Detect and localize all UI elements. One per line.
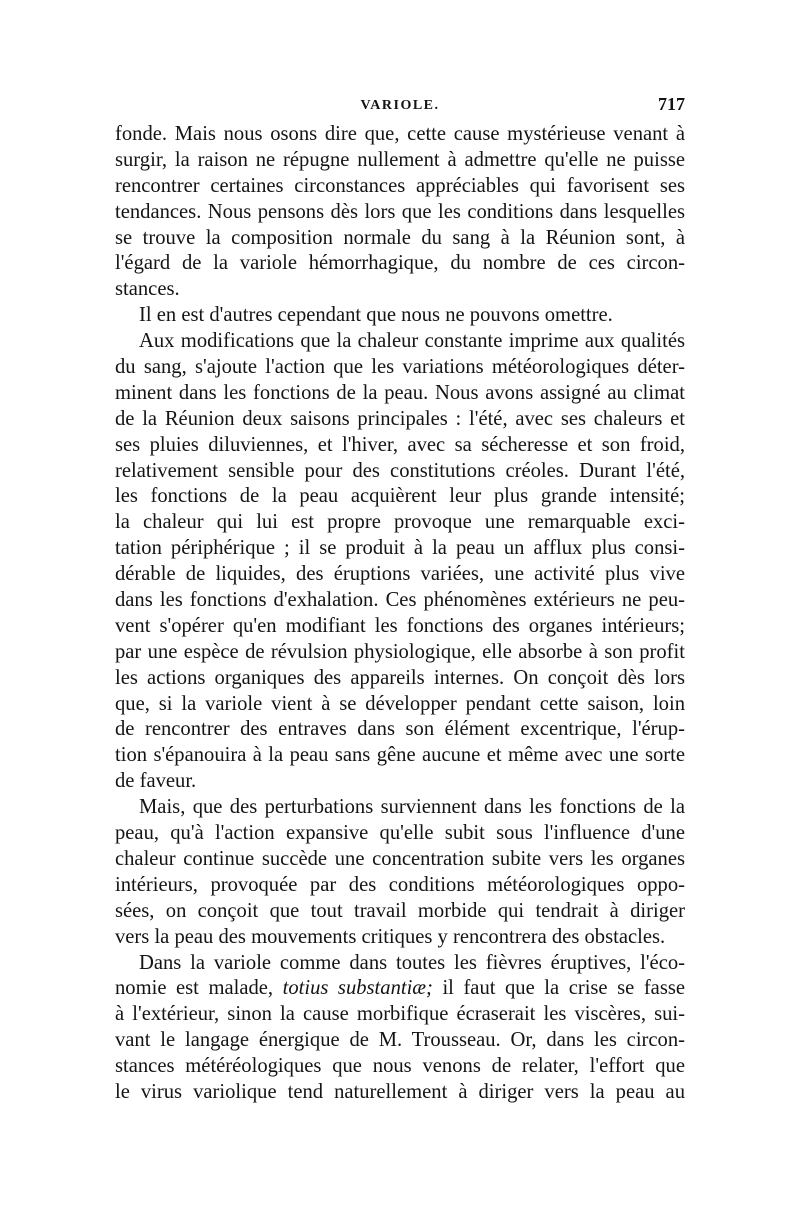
text-segment: il faut que la crise se fasse: [432, 977, 685, 1000]
text-line: vent s'opérer qu'en modifiant les fonctions des organes intérieurs;: [115, 614, 685, 637]
text-line: stances météréologiques que nous venons de relater, l'effort que: [115, 1055, 685, 1078]
text-line: de la Réunion deux saisons principales : l'été, avec ses chaleurs et: [115, 407, 685, 430]
text-line: vant le langage énergique de M. Trousseau. Or, dans les circon-: [115, 1029, 685, 1052]
text-line: du sang, s'ajoute l'action que les variations météorologiques déter-: [115, 356, 685, 379]
text-line: se trouve la composition normale du sang à la Réunion sont, à: [115, 226, 685, 249]
text-line: peau, qu'à l'action expansive qu'elle subit sous l'influence d'une: [115, 822, 685, 845]
latin-phrase: totius substantiæ;: [282, 977, 433, 1000]
text-line: à l'extérieur, sinon la cause morbifique écraserait les viscères, sui-: [115, 1003, 685, 1026]
text-line: par une espèce de révulsion physiologique, elle absorbe à son profit: [115, 640, 685, 663]
text-line: dérable de liquides, des éruptions variées, une activité plus vive: [115, 563, 685, 586]
text-line: stances.: [115, 278, 180, 301]
text-line: ses pluies diluviennes, et l'hiver, avec sa sécheresse et son froid,: [115, 433, 685, 456]
running-title: VARIOLE.: [360, 98, 440, 113]
text-line: [115, 976, 685, 1002]
book-page: [115, 86, 685, 1106]
text-line: la chaleur qui lui est propre provoque une remarquable exci-: [115, 511, 685, 534]
body-text: [115, 122, 685, 1106]
text-line: tendances. Nous pensons dès lors que les conditions dans lesquelles: [115, 200, 685, 223]
running-head: [115, 86, 685, 122]
text-line: que, si la variole vient à se développer pendant cette saison, loin: [115, 692, 685, 715]
text-line: sées, on conçoit que tout travail morbide qui tendrait à diriger: [115, 899, 685, 922]
text-line: tion s'épanouira à la peau sans gêne aucune et même avec une sorte: [115, 744, 685, 767]
text-line: l'égard de la variole hémorrhagique, du nombre de ces circon-: [115, 252, 685, 275]
text-line: dans les fonctions d'exhalation. Ces phénomènes extérieurs ne peu-: [115, 589, 685, 612]
text-line: le virus variolique tend naturellement à diriger vers la peau au: [115, 1080, 685, 1103]
text-line: de faveur.: [115, 770, 197, 793]
text-line: vers la peau des mouvements critiques y rencontrera des obstacles.: [115, 925, 666, 948]
text-line: rencontrer certaines circonstances appréciables qui favorisent ses: [115, 174, 685, 197]
page-number: 717: [658, 94, 685, 114]
text-line: intérieurs, provoquée par des conditions météorologiques oppo-: [115, 873, 685, 896]
text-line: Dans la variole comme dans toutes les fièvres éruptives, l'éco-: [139, 951, 685, 974]
text-line: fonde. Mais nous osons dire que, cette cause mystérieuse venant à: [115, 123, 685, 145]
text-segment: nomie est malade,: [115, 977, 283, 1000]
text-line: Il en est d'autres cependant que nous ne pouvons omettre.: [139, 304, 613, 327]
text-line: les actions organiques des appareils internes. On conçoit dès lors: [115, 666, 685, 689]
text-line: de rencontrer des entraves dans son élément excentrique, l'érup-: [115, 718, 685, 741]
text-line: Aux modifications que la chaleur constante imprime aux qualités: [139, 330, 685, 353]
text-line: Mais, que des perturbations surviennent dans les fonctions de la: [139, 796, 685, 819]
text-line: relativement sensible pour des constitutions créoles. Durant l'été,: [115, 459, 685, 482]
text-line: chaleur continue succède une concentration subite vers les organes: [115, 847, 685, 870]
text-line: tation périphérique ; il se produit à la peau un afflux plus consi-: [115, 537, 685, 560]
text-line: les fonctions de la peau acquièrent leur plus grande intensité;: [115, 485, 685, 508]
text-line: minent dans les fonctions de la peau. Nous avons assigné au climat: [115, 381, 685, 404]
text-line: surgir, la raison ne répugne nullement à admettre qu'elle ne puisse: [115, 148, 685, 171]
